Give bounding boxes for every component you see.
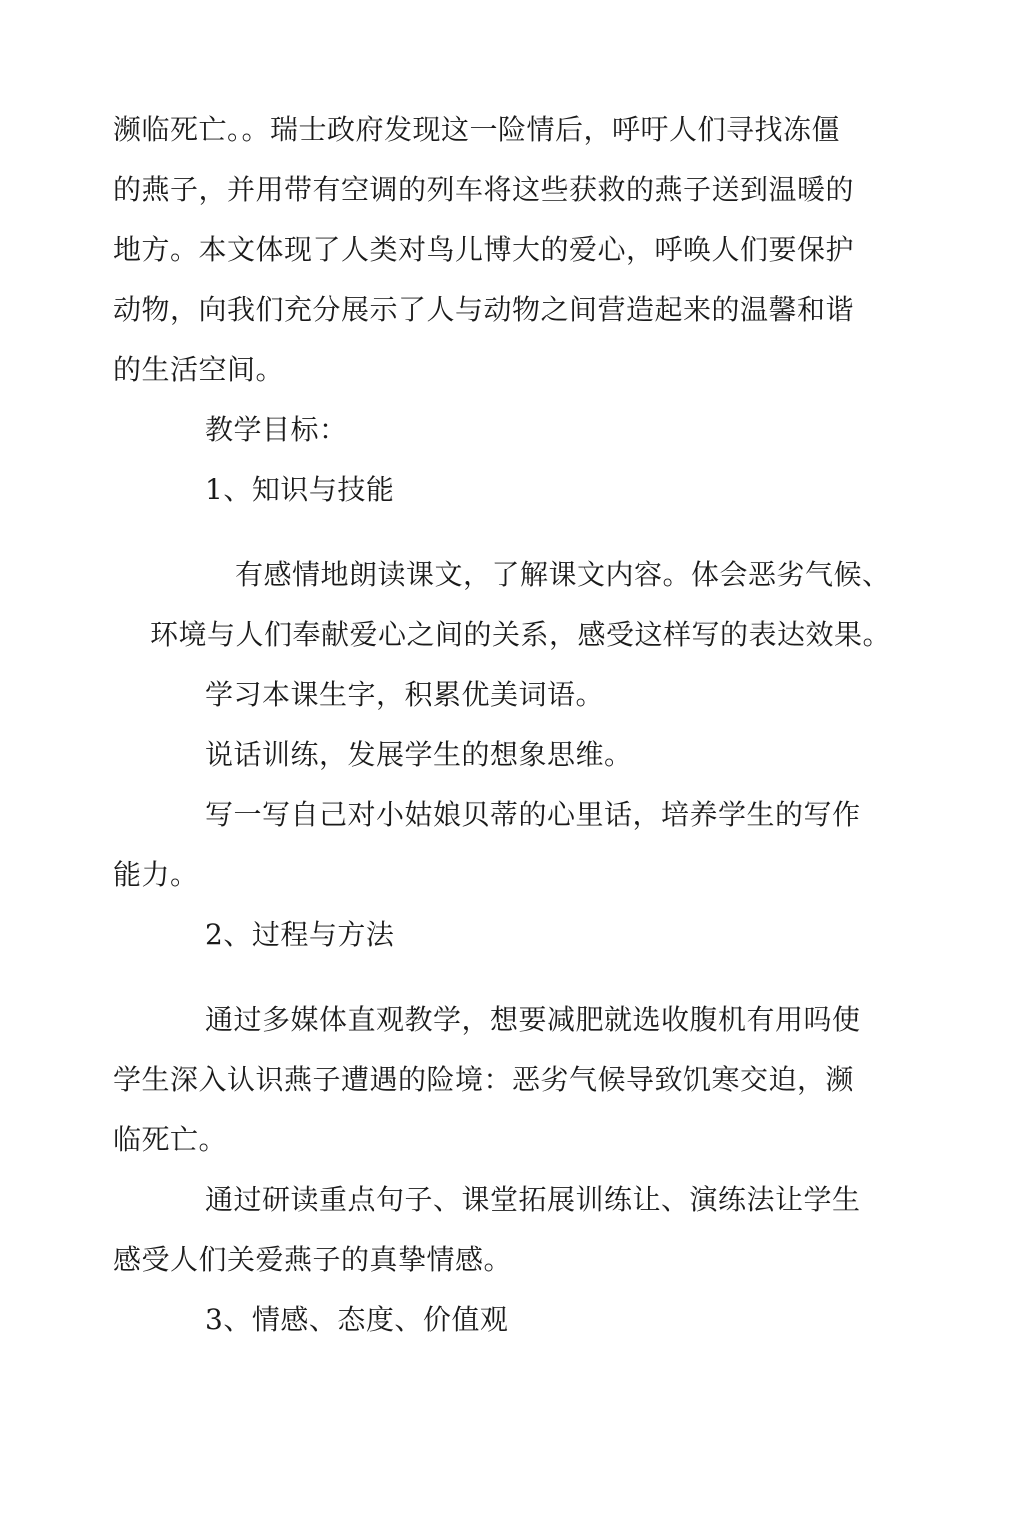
subheading-process-methods: 2、过程与方法 — [205, 918, 395, 951]
text-line-17: 临死亡。 — [113, 1123, 228, 1156]
text-line-15: 通过多媒体直观教学，想要减肥就选收腹机有用吗使 — [205, 1003, 861, 1036]
text-line-13: 能力。 — [113, 858, 199, 891]
text-line-8: 有感情地朗读课文，了解课文内容。体会恶劣气候、 — [235, 558, 891, 591]
text-line-18: 通过研读重点句子、课堂拓展训练让、演练法让学生 — [205, 1183, 861, 1216]
subheading-knowledge-skills: 1、知识与技能 — [205, 473, 395, 506]
text-line-9: 环境与人们奉献爱心之间的关系，感受这样写的表达效果。 — [150, 618, 892, 651]
text-line-1: 濒临死亡。。瑞士政府发现这一险情后，呼吁人们寻找冻僵 — [113, 113, 841, 146]
text-line-5: 的生活空间。 — [113, 353, 285, 386]
section-heading-objectives: 教学目标： — [205, 413, 348, 446]
text-line-4: 动物，向我们充分展示了人与动物之间营造起来的温馨和谐 — [113, 293, 855, 326]
subheading-emotion-attitude-values: 3、情感、态度、价值观 — [205, 1303, 509, 1336]
text-line-10: 学习本课生字，积累优美词语。 — [205, 678, 605, 711]
text-line-3: 地方。本文体现了人类对鸟儿博大的爱心，呼唤人们要保护 — [113, 233, 855, 266]
text-line-12: 写一写自己对小姑娘贝蒂的心里话，培养学生的写作 — [205, 798, 861, 831]
text-line-19: 感受人们关爱燕子的真挚情感。 — [113, 1243, 513, 1276]
text-line-2: 的燕子，并用带有空调的列车将这些获救的燕子送到温暖的 — [113, 173, 855, 206]
text-line-16: 学生深入认识燕子遭遇的险境：恶劣气候导致饥寒交迫，濒 — [113, 1063, 855, 1096]
text-line-11: 说话训练，发展学生的想象思维。 — [205, 738, 633, 771]
